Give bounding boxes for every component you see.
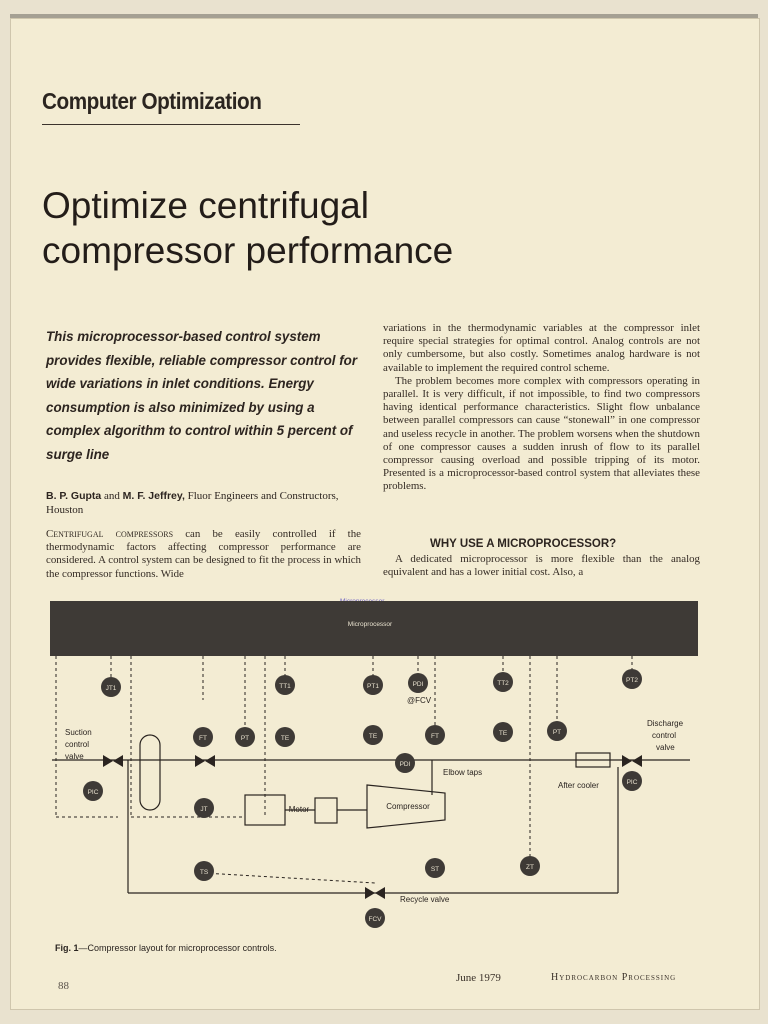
signal-lines	[56, 656, 632, 883]
author-2: M. F. Jeffrey,	[122, 490, 185, 502]
article-title	[42, 183, 453, 273]
svg-text:Discharge: Discharge	[647, 719, 684, 728]
svg-text:FT: FT	[431, 733, 439, 740]
svg-text:ZT: ZT	[526, 864, 534, 871]
lead-in: Centrifugal compressors	[46, 528, 174, 540]
svg-text:ST: ST	[430, 866, 440, 873]
instrument-bubbles	[83, 669, 642, 928]
subheading: WHY USE A MICROPROCESSOR?	[430, 538, 617, 550]
figure-diagram	[40, 595, 705, 935]
svg-text:Suction: Suction	[65, 728, 92, 737]
svg-text:TE: TE	[368, 733, 378, 740]
svg-text:TE: TE	[280, 735, 290, 742]
motor-label: Motor	[288, 805, 310, 814]
svg-text:TS: TS	[199, 869, 209, 876]
after-cooler-label: After cooler	[558, 781, 599, 790]
page-number: 88	[58, 980, 69, 992]
author-and: and	[103, 490, 120, 502]
svg-text:PT2: PT2	[626, 677, 638, 684]
svg-text:TE: TE	[498, 730, 508, 737]
body-column-1	[46, 528, 361, 581]
svg-text:control: control	[65, 740, 90, 749]
svg-text:PT: PT	[240, 735, 250, 742]
svg-text:JT: JT	[200, 806, 208, 813]
title-line-1: Optimize centrifugal	[42, 185, 369, 226]
issue-date: June 1979	[456, 972, 501, 984]
svg-text:PIC: PIC	[626, 779, 638, 786]
process-lines	[52, 735, 690, 893]
svg-text:PT: PT	[552, 729, 562, 736]
svg-text:TT2: TT2	[497, 680, 509, 687]
byline	[46, 489, 366, 517]
svg-text:valve: valve	[65, 752, 84, 761]
discharge-valve-label	[647, 719, 684, 752]
article-dek: This microprocessor-based control system provides flexible, reliable compressor control for wide variations in inlet conditions. Energy consumption is also minimized by using a complex algorithm to control within 5 percent of surge line	[46, 329, 358, 462]
section-rule	[42, 124, 300, 125]
paragraph-2: The problem becomes more complex with compressors operating in parallel. It is very difficult, if not impossible, to find two compressors having identical performance characteristics. Slight flow unbalance between parallel compressors can cause “stonewall” in one compressor and useless recycle in another. The problem worsens when the shutdown of one compressor causes a sudden inrush of flow to its parallel compressor causing overload and possible tripping of its motor. Presented is a microprocessor-based control system that alleviates these problems.	[383, 374, 700, 493]
svg-text:PDI: PDI	[412, 681, 424, 688]
body-col1-text: can be easily controlled if the thermodynamic factors affecting compressor performance are considered. A control system can be designed to fit the process in which the compressor functions. Wide	[46, 528, 361, 580]
instrument-labels	[88, 677, 639, 923]
journal-name: Hydrocarbon Processing	[551, 972, 677, 983]
title-line-2: compressor performance	[42, 230, 454, 271]
svg-text:PDI: PDI	[399, 761, 411, 768]
figure-caption	[55, 943, 277, 953]
affiliation: Fluor Engineers and Constructors, Houston	[46, 490, 339, 516]
svg-text:TT1: TT1	[279, 683, 291, 690]
microprocessor-bar	[50, 601, 698, 656]
svg-text:JT1: JT1	[105, 685, 117, 692]
caption-label: Fig. 1	[55, 943, 79, 953]
suction-valve-label	[65, 728, 92, 761]
caption-text: —Compressor layout for microprocessor controls.	[78, 943, 277, 953]
compressor-label: Compressor	[386, 802, 430, 811]
recycle-valve-label: Recycle valve	[400, 895, 450, 904]
svg-text:FCV: FCV	[368, 916, 382, 923]
svg-text:PIC: PIC	[87, 789, 99, 796]
svg-text:control: control	[652, 731, 677, 740]
svg-text:valve: valve	[656, 743, 675, 752]
body-column-2	[383, 322, 700, 494]
svg-text:FT: FT	[199, 735, 207, 742]
paragraph-1: variations in the thermodynamic variables at the compressor inlet require special strategies for optimal control. Analog controls are not only cumbersome, but also costly. Sometimes analog hardware is not available to implement the required control scheme.	[383, 322, 700, 374]
author-1: B. P. Gupta	[46, 490, 102, 502]
pdi-fcv-label: @FCV	[407, 696, 432, 705]
elbow-taps-label: Elbow taps	[443, 768, 483, 777]
paragraph-3: A dedicated microprocessor is more flexible than the analog equivalent and has a lower initial cost. Also, a	[383, 553, 700, 579]
microprocessor-bar-label: Microprocessor	[347, 621, 393, 628]
section-label: Computer Optimization	[42, 88, 262, 114]
svg-text:PT1: PT1	[367, 683, 379, 690]
